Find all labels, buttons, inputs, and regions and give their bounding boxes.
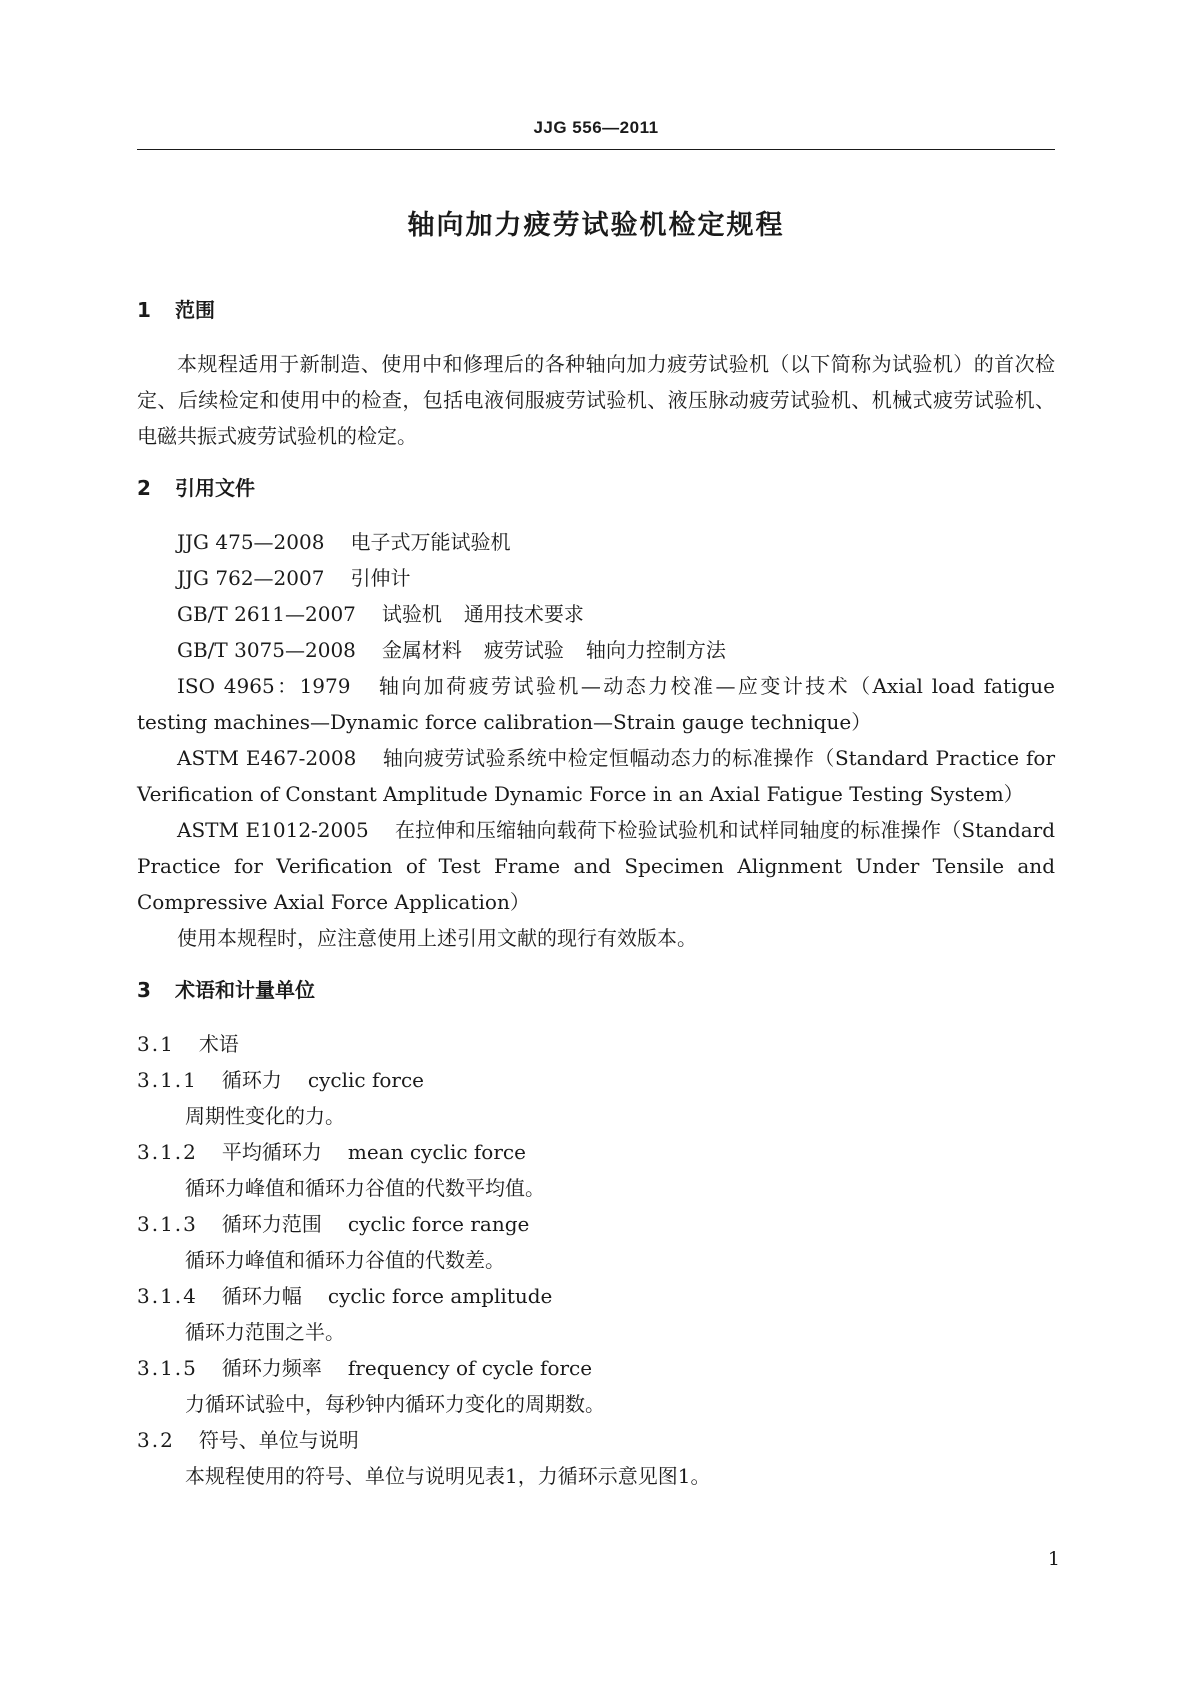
term-definition: 周期性变化的力。: [185, 1104, 345, 1128]
term-definition: 循环力范围之半。: [185, 1320, 345, 1344]
document-title: 轴向加力疲劳试验机检定规程: [407, 210, 785, 241]
subsection-title: 符号、单位与说明: [198, 1428, 359, 1452]
reference-code: GB/T 2611—2007: [177, 602, 356, 626]
term-english: cyclic force: [307, 1068, 424, 1092]
reference-item: [137, 560, 1055, 596]
subsection-number: 3.1: [137, 1032, 175, 1056]
reference-code: JJG 762—2007: [177, 566, 325, 590]
reference-title-part: 轴向力控制方法: [585, 638, 726, 662]
term-chinese: 平均循环力: [221, 1140, 322, 1164]
section-number: 1: [137, 298, 151, 322]
section-number: 2: [137, 476, 151, 500]
term-number: 3.1.1: [137, 1068, 198, 1092]
reference-code: ASTM E467-2008: [177, 746, 357, 770]
reference-code: ISO 4965：1979: [177, 674, 351, 698]
term-english: cyclic force amplitude: [327, 1284, 553, 1308]
reference-note: 使用本规程时，应注意使用上述引用文献的现行有效版本。: [177, 926, 697, 950]
header-rule: [137, 149, 1055, 150]
term-english: frequency of cycle force: [347, 1356, 593, 1380]
reference-code: ASTM E1012-2005: [177, 818, 369, 842]
reference-text: 轴向疲劳试验系统中检定恒幅动态力的标准操作（Standard Practice for Verification of Constant Amplitude Dynamic Force in an Axial Fatigue Testing System）: [137, 746, 1056, 806]
section-1-paragraph: 本规程适用于新制造、使用中和修理后的各种轴向加力疲劳试验机（以下简称为试验机）的首次检定、后续检定和使用中的检查，包括电液伺服疲劳试验机、液压脉动疲劳试验机、机械式疲劳试验机、电磁共振式疲劳试验机的检定。: [137, 352, 1055, 448]
reference-code: GB/T 3075—2008: [177, 638, 356, 662]
reference-title: 电子式万能试验机: [350, 530, 511, 554]
section-title: 术语和计量单位: [175, 978, 315, 1002]
term-number: 3.1.5: [137, 1356, 198, 1380]
term-definition: 循环力峰值和循环力谷值的代数平均值。: [185, 1176, 545, 1200]
term-heading: [137, 1134, 1055, 1170]
subsection-title: 术语: [198, 1032, 239, 1056]
term-english: mean cyclic force: [347, 1140, 526, 1164]
page-number: 1: [1047, 1548, 1060, 1570]
reference-item: [137, 668, 1055, 740]
reference-title-part: 通用技术要求: [463, 602, 584, 626]
term-chinese: 循环力: [221, 1068, 282, 1092]
reference-item: [137, 524, 1055, 560]
section-title: 范围: [175, 298, 215, 322]
reference-title-part: 疲劳试验: [483, 638, 564, 662]
reference-item: [137, 632, 1055, 668]
reference-title: 金属材料: [381, 638, 462, 662]
section-1-heading: [137, 292, 1055, 328]
reference-text: 轴向加荷疲劳试验机—动态力校准—应变计技术（Axial load fatigue testing machines—Dynamic force calibration—Strain gauge technique）: [137, 674, 1055, 734]
term-heading: [137, 1062, 1055, 1098]
document-body: [137, 292, 1055, 1494]
reference-item: [137, 596, 1055, 632]
term-definition: 力循环试验中，每秒钟内循环力变化的周期数。: [185, 1392, 605, 1416]
section-3-heading: [137, 972, 1055, 1008]
subsection-heading: [137, 1026, 1055, 1062]
term-chinese: 循环力范围: [221, 1212, 322, 1236]
term-english: cyclic force range: [347, 1212, 530, 1236]
section-number: 3: [137, 978, 151, 1002]
subsection-number: 3.2: [137, 1428, 175, 1452]
term-number: 3.1.2: [137, 1140, 198, 1164]
term-number: 3.1.4: [137, 1284, 198, 1308]
term-chinese: 循环力频率: [221, 1356, 322, 1380]
reference-code: JJG 475—2008: [177, 530, 325, 554]
reference-item: [137, 812, 1055, 920]
reference-item: [137, 740, 1055, 812]
term-definition: 循环力峰值和循环力谷值的代数差。: [185, 1248, 505, 1272]
reference-title: 引伸计: [350, 566, 411, 590]
term-number: 3.1.3: [137, 1212, 198, 1236]
term-heading: [137, 1350, 1055, 1386]
term-heading: [137, 1206, 1055, 1242]
section-title: 引用文件: [175, 476, 255, 500]
subsection-heading: [137, 1422, 1055, 1458]
reference-title: 试验机: [381, 602, 442, 626]
subsection-text: 本规程使用的符号、单位与说明见表1，力循环示意见图1。: [185, 1464, 711, 1488]
term-heading: [137, 1278, 1055, 1314]
section-2-heading: [137, 470, 1055, 506]
reference-text: 在拉伸和压缩轴向载荷下检验试验机和试样同轴度的标准操作（Standard Practice for Verification of Test Frame and Specimen Alignment Under Tensile and Compressive Axial Force Application）: [137, 818, 1055, 914]
page-header-code: JJG 556—2011: [533, 118, 659, 137]
term-chinese: 循环力幅: [221, 1284, 302, 1308]
